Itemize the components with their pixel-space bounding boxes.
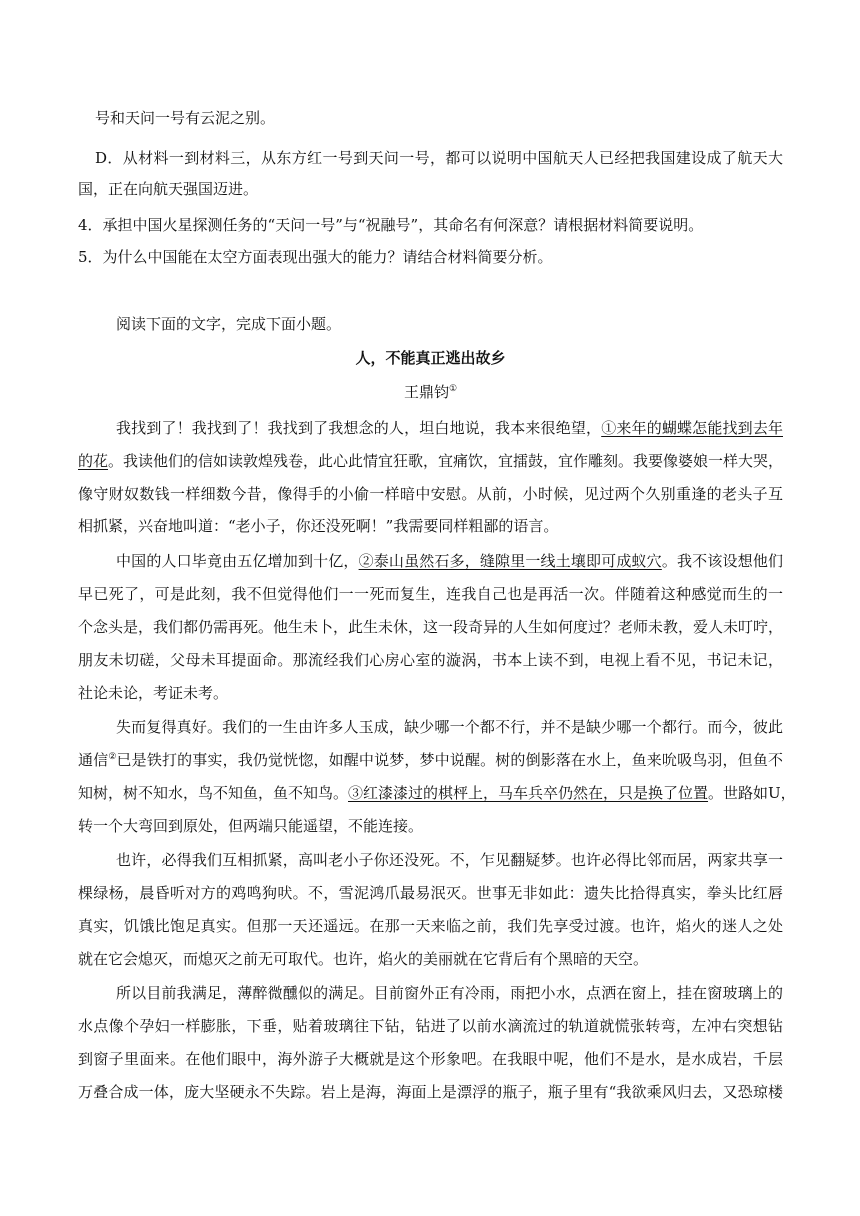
p2-line-3: 个念头是，我们都仍需再死。他生未卜，此生未休，这一段奇异的人生如何度过？老师未教，爱人未叮咛， bbox=[78, 618, 784, 636]
p3-line-4: 转一个大弯回到原处，但两端只能遥望，不能连接。 bbox=[78, 817, 424, 835]
option-c-tail: 号和天问一号有云泥之别。 bbox=[95, 109, 276, 127]
p3-text: 。世路如U， bbox=[708, 784, 796, 802]
p2-line-1 bbox=[116, 549, 783, 573]
p1-line-3: 像守财奴数钱一样细数今昔，像得手的小偷一样暗中安慰。从前，小时候，见过两个久别重逢的老头子互 bbox=[78, 485, 783, 503]
p3-line-3 bbox=[78, 781, 796, 805]
p3-text: 通信 bbox=[78, 751, 109, 769]
p3-text: 知树，树不知水，鸟不知鱼，鱼不知鸟。 bbox=[78, 784, 349, 802]
p2-text: 中国的人口毕竟由五亿增加到十亿， bbox=[116, 552, 359, 570]
p1-line-4: 相抓紧，兴奋地叫道：“老小子，你还没死啊！”我需要同样粗鄙的语言。 bbox=[78, 517, 559, 535]
p3-text: 已是铁打的事实，我仍觉恍惚，如醒中说梦，梦中说醒。树的倒影落在水上，鱼来吮吸鸟羽，但鱼不 bbox=[116, 751, 783, 769]
p1-line-1 bbox=[116, 416, 783, 440]
article-title: 人，不能真正逃出故乡 bbox=[355, 349, 506, 367]
p1-line-2 bbox=[78, 449, 783, 473]
option-d-line-1: D．从材料一到材料三，从东方红一号到天问一号，都可以说明中国航天人已经把我国建设成了航天大 bbox=[95, 149, 783, 167]
p2-text: 。我不该设想他们 bbox=[661, 552, 783, 570]
p4-line-4: 就在它会熄灭，而熄灭之前无可取代。也许，焰火的美丽就在它背后有个黑暗的天空。 bbox=[78, 950, 649, 968]
p2-line-4: 朋友未切磋，父母未耳提面命。那流经我们心房心室的漩涡，书本上读不到，电视上看不见，书记未记， bbox=[78, 651, 783, 669]
reading-instruction: 阅读下面的文字，完成下面小题。 bbox=[116, 315, 342, 333]
p4-line-2: 棵绿杨，晨昏听对方的鸡鸣狗吠。不，雪泥鸿爪最易泯灭。世事无非如此：遗失比拾得真实，拳头比红唇 bbox=[78, 884, 783, 902]
underlined-sentence-2: ②泰山虽然石多，缝隙里一线土壤即可成蚁穴 bbox=[358, 552, 662, 570]
p5-line-4: 万叠合成一体，庞大坚硬永不失踪。岩上是海，海面上是漂浮的瓶子，瓶子里有“我欲乘风归去，又恐琼楼 bbox=[78, 1083, 783, 1101]
p4-line-3: 真实，饥饿比饱足真实。但那一天还遥远。在那一天来临之前，我们先享受过渡。也许，焰火的迷人之处 bbox=[78, 917, 783, 935]
p4-line-1: 也许，必得我们互相抓紧，高叫老小子你还没死。不，乍见翻疑梦。也许必得比邻而居，两家共享一 bbox=[116, 851, 783, 869]
author-name: 王鼎钧 bbox=[403, 383, 449, 401]
footnote-mark-2: ② bbox=[108, 752, 117, 762]
p5-line-3: 到窗子里面来。在他们眼中，海外游子大概就是这个形象吧。在我眼中呢，他们不是水，是水成岩，千层 bbox=[78, 1050, 783, 1068]
p1-text: 。我读他们的信如读敦煌残卷，此心此情宜狂歌，宜痛饮，宜擂鼓，宜作雕刻。我要像婆娘一样大哭， bbox=[108, 452, 784, 470]
underlined-sentence-1: ①来年的蝴蝶怎能找到去年 bbox=[601, 419, 783, 437]
option-d-line-2: 国，正在向航天强国迈进。 bbox=[78, 180, 259, 198]
underlined-sentence-3: ③红漆漆过的棋枰上，马车兵卒仍然在，只是换了位置 bbox=[348, 784, 709, 802]
p5-line-2: 水点像个孕妇一样膨胀，下垂，贴着玻璃往下钻，钻进了以前水滴流过的轨道就慌张转弯，左冲右突想钻 bbox=[78, 1017, 783, 1035]
p5-line-1: 所以目前我满足，薄醉微醺似的满足。目前窗外正有冷雨，雨把小水，点洒在窗上，挂在窗玻璃上的 bbox=[116, 984, 783, 1002]
p2-line-5: 社论未论，考证未考。 bbox=[78, 684, 229, 702]
article-author bbox=[78, 380, 783, 404]
p3-line-2 bbox=[78, 748, 783, 772]
underlined-sentence-1-end: 的花 bbox=[78, 452, 109, 470]
p3-line-1: 失而复得真好。我们的一生由许多人玉成，缺少哪一个都不行，并不是缺少哪一个都行。而今，彼此 bbox=[116, 718, 783, 736]
p1-text: 我找到了！我找到了！我找到了我想念的人，坦白地说，我本来很绝望， bbox=[116, 419, 602, 437]
p2-line-2: 早已死了，可是此刻，我不但觉得他们一一死而复生，连我自己也是再活一次。伴随着这种感觉而生的一 bbox=[78, 585, 783, 603]
question-5: 5．为什么中国能在太空方面表现出强大的能力？请结合材料简要分析。 bbox=[78, 248, 553, 266]
author-footnote-mark: ① bbox=[448, 384, 458, 394]
question-4: 4．承担中国火星探测任务的“天问一号”与“祝融号”，其命名有何深意？请根据材料简要说明。 bbox=[78, 216, 704, 234]
